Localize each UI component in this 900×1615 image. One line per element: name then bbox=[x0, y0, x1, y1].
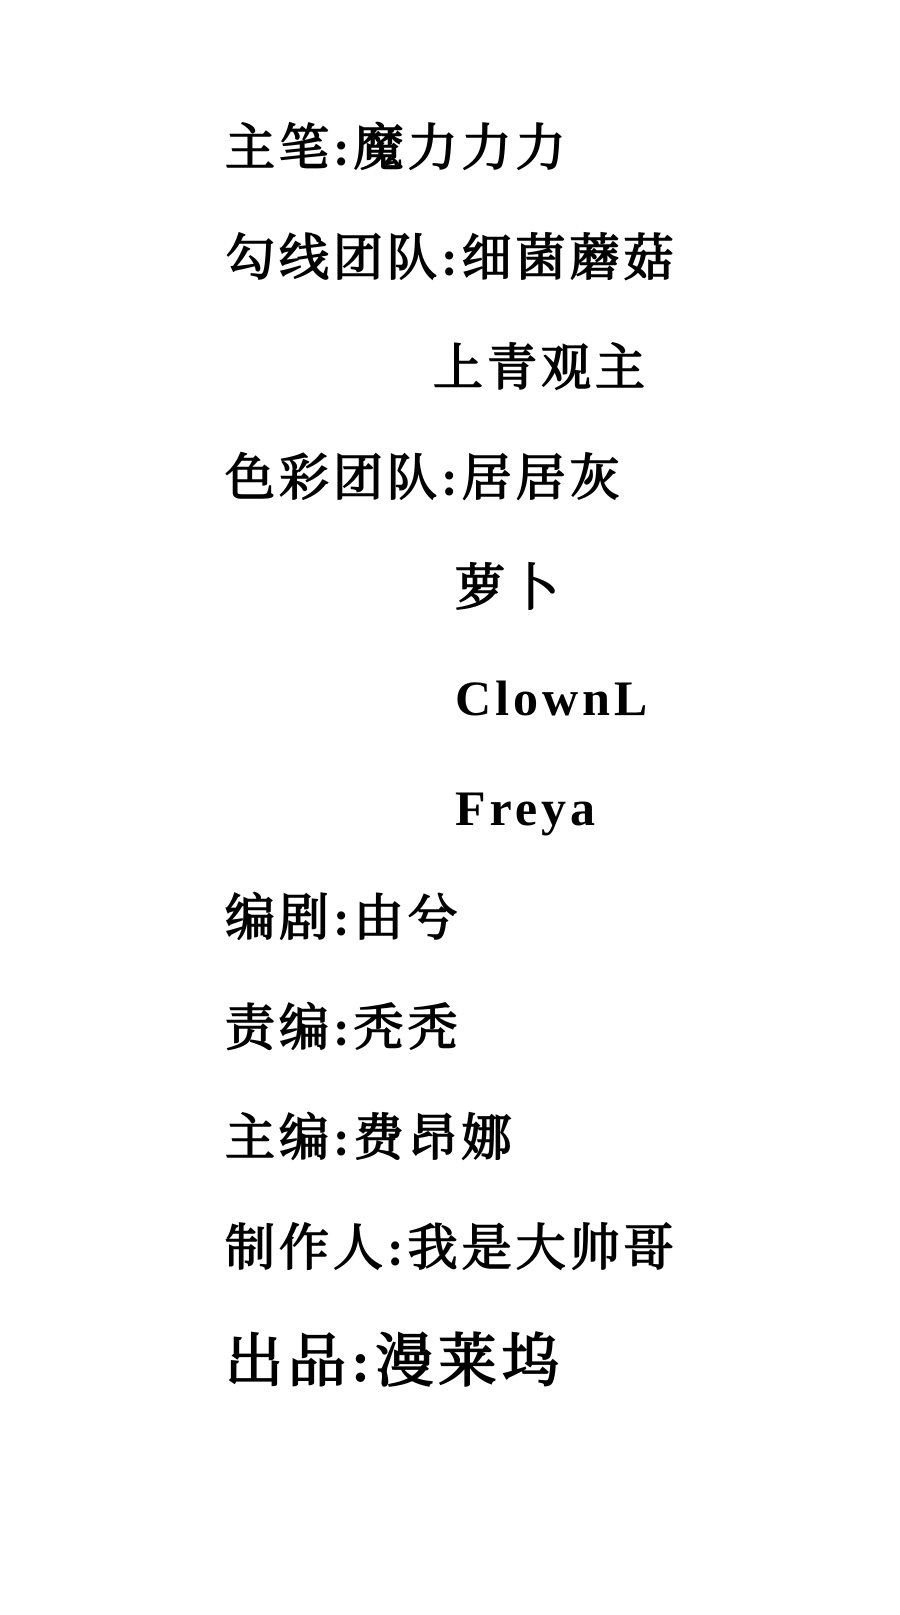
credit-screenwriter: 编剧:由兮 bbox=[225, 890, 462, 946]
credit-lineart-team: 勾线团队:细菌蘑菇 bbox=[225, 230, 678, 286]
credit-color-member-2: ClownL bbox=[455, 670, 652, 726]
credit-color-member-3: Freya bbox=[455, 780, 600, 836]
credit-color-team: 色彩团队:居居灰 bbox=[225, 450, 624, 506]
credit-publisher: 出品:漫莱坞 bbox=[225, 1329, 565, 1394]
credit-chief-editor: 主编:费昂娜 bbox=[225, 1110, 516, 1166]
credit-producer: 制作人:我是大帅哥 bbox=[225, 1220, 678, 1276]
credit-color-member-1: 萝卜 bbox=[455, 560, 563, 616]
credit-lead-artist: 主笔:魔力力力 bbox=[225, 120, 570, 176]
credit-lineart-member: 上青观主 bbox=[433, 340, 649, 396]
credit-managing-editor: 责编:秃秃 bbox=[225, 1000, 462, 1056]
